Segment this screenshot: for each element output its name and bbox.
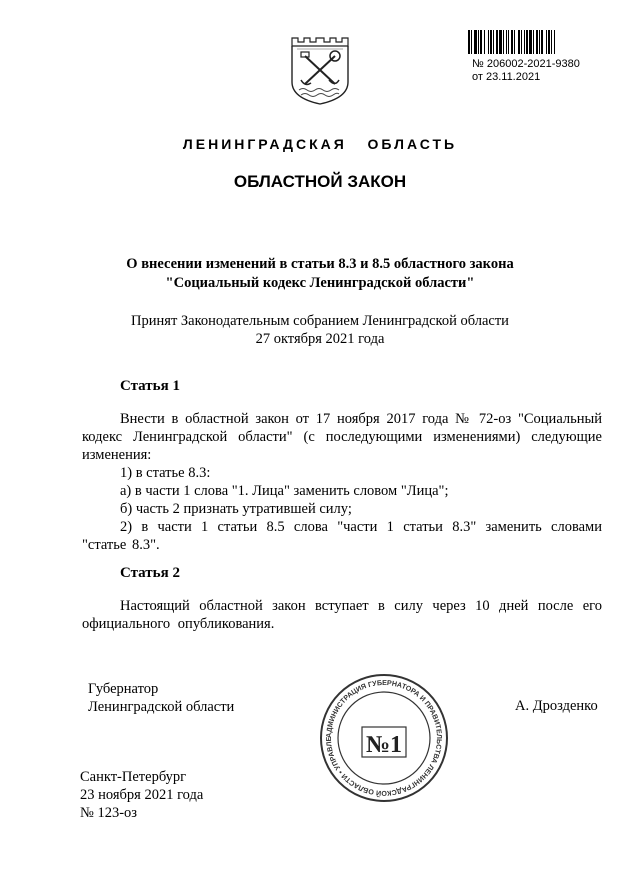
adoption-note xyxy=(0,312,640,348)
signatory-position xyxy=(88,680,234,716)
adoption-line-1: Принят Законодательным собранием Ленинградской области xyxy=(131,313,509,329)
coat-of-arms-icon xyxy=(289,34,351,106)
article-1-item-1b: б) часть 2 признать утратившей силу; xyxy=(120,501,352,517)
stamp-ring-text: АДМИНИСТРАЦИЯ ГУБЕРНАТОРА И ПРАВИТЕЛЬСТВА ЛЕНИНГРАДСКОЙ ОБЛАСТИ • УПРАВЛЕ xyxy=(324,678,444,798)
footer-date: 23 ноября 2021 года xyxy=(80,787,204,803)
article-2-heading: Статья 2 xyxy=(120,565,180,581)
article-1-heading: Статья 1 xyxy=(120,378,180,394)
article-1-intro: Внести в областной закон от 17 ноября 2017 года № 72-оз "Социальный кодекс Ленинградской области" (с последующими изменениями) следующие изменения: xyxy=(82,411,602,463)
barcode-icon xyxy=(468,30,605,54)
article-1-item-1a: а) в части 1 слова "1. Лица" заменить словом "Лица"; xyxy=(120,483,449,499)
article-2-text: Настоящий областной закон вступает в силу через 10 дней после его официального опубликования. xyxy=(82,598,602,632)
barcode-block xyxy=(468,30,608,86)
signatory-position-line-2: Ленинградской области xyxy=(88,699,235,715)
law-title-line-2: "Социальный кодекс Ленинградской области" xyxy=(165,275,475,291)
footer-law-number: № 123-оз xyxy=(80,805,138,821)
signatory-name: А. Дрозденко xyxy=(515,698,598,714)
signatory-position-line-1: Губернатор xyxy=(88,681,159,697)
registration-number: № 206002-2021-9380 xyxy=(472,58,580,70)
law-title xyxy=(0,255,640,293)
footer-block xyxy=(80,768,203,822)
article-1-item-1: 1) в статье 8.3: xyxy=(120,465,211,481)
article-1-item-2: 2) в части 1 статьи 8.5 слова "части 1 статьи 8.3" заменить словами "статье 8.3". xyxy=(82,519,602,553)
document-type-heading: ОБЛАСТНОЙ ЗАКОН xyxy=(233,172,407,191)
adoption-line-2: 27 октября 2021 года xyxy=(255,331,385,347)
region-heading: ЛЕНИНГРАДСКАЯ ОБЛАСТЬ xyxy=(182,136,458,152)
law-title-line-1: О внесении изменений в статьи 8.3 и 8.5 областного закона xyxy=(126,256,514,272)
registration-date: от 23.11.2021 xyxy=(472,71,541,83)
footer-city: Санкт-Петербург xyxy=(80,769,187,785)
stamp-number: №1 xyxy=(365,732,403,758)
official-stamp xyxy=(318,672,450,804)
coat-of-arms xyxy=(289,34,351,106)
